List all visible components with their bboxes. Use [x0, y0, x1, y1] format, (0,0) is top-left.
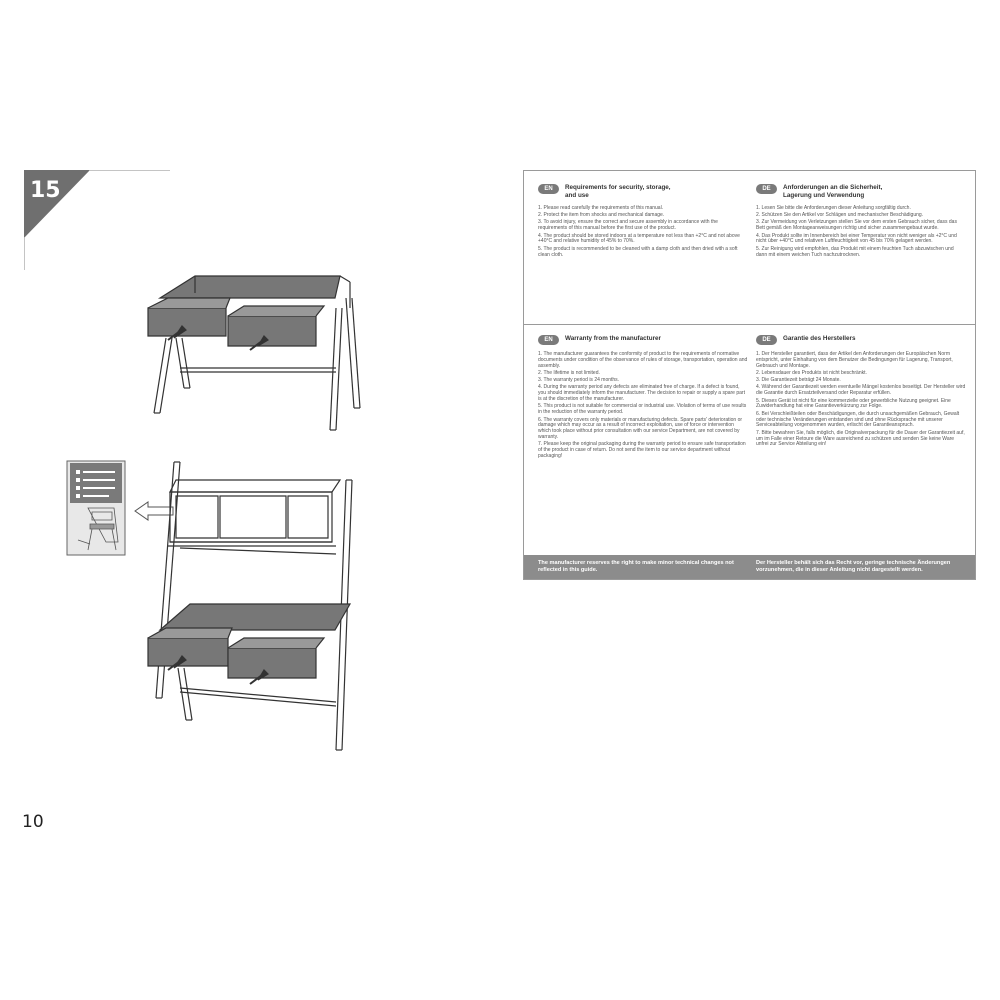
- list-item: 5. Dieses Gerät ist nicht für eine kommerzielle oder gewerbliche Nutzung geeignet. Eine Zuwiderhandlung hat eine Garantieverkürzung zur Folge.: [756, 397, 951, 410]
- list-item: 4. The product should be stored indoors at a temperature not less than +2°C and not above +40°C and relative humidity of 45% to 70%.: [538, 232, 740, 245]
- list-item: 4. During the warranty period any defects are eliminated free of charge. If a defect is found, you should immediately inform the manufacturer. The decision to repair or supply a spare part is at the discretion of the manufacturer.: [538, 384, 745, 403]
- list-item: 5. The product is recommended to be cleaned with a damp cloth and then dried with a soft clean cloth.: [538, 245, 738, 258]
- footer-note-en: The manufacturer reserves the right to make minor technical changes not reflected in this guide.: [538, 560, 734, 573]
- warranty-de-column: [756, 325, 966, 450]
- list-item: 3. Zur Vermeidung von Verletzungen stellen Sie vor dem ersten Gebrauch sicher, dass das Bett gemäß den Montageanweisungen richtig und sicher zusammengebaut wurde.: [756, 219, 957, 232]
- warranty-title-de: Garantie des Herstellers: [783, 335, 856, 342]
- list-item: 3. To avoid injury, ensure the correct and secure assembly in accordance with the requirements of this manual before the first use of the product.: [538, 219, 718, 232]
- security-title-de: Anforderungen an die Sicherheit, Lagerung und Verwendung: [783, 184, 883, 199]
- language-badge-de: DE: [756, 335, 777, 345]
- list-item: 5. Zur Reinigung wird empfohlen, das Produkt mit einem feuchten Tuch abzuwischen und dann mit einem weichen Tuch nachzutrocknen.: [756, 245, 954, 258]
- warranty-title-en: Warranty from the manufacturer: [565, 335, 661, 342]
- list-item: 4. Das Produkt sollte im Innenbereich bei einer Temperatur von nicht weniger als +2°C und nicht über +40°C und relativen Luftfeuchtigkeit von 45 bis 70% gelagert werden.: [756, 232, 957, 245]
- security-de-column: [756, 171, 966, 260]
- list-item: 1. Der Hersteller garantiert, dass der Artikel den Anforderungen der Europäischen Norm entspricht, unter Einhaltung von dem Benutzer die Bedingungen für Lagerung, Transport, Gebrauch und Montage.: [756, 351, 953, 369]
- list-item: 2. Schützen Sie den Artikel vor Schlägen und mechanischer Beschädigung.: [756, 212, 924, 219]
- footer-note-de: Der Hersteller behält sich das Recht vor, geringe technische Änderungen vorzunehmen, die in dieser Anleitung nicht dargestellt werden.: [756, 560, 951, 573]
- list-item: 3. Die Garantiezeit beträgt 24 Monate.: [756, 377, 841, 384]
- desk-hutch-illustration: [140, 458, 370, 758]
- list-item: 2. The lifetime is not limited.: [538, 370, 600, 377]
- list-item: 2. Lebensdauer des Produkts ist nicht beschränkt.: [756, 370, 867, 377]
- list-item: 7. Bitte bewahren Sie, falls möglich, die Originalverpackung für die Dauer der Garantiezeit auf, um im Falle einer Retoure die Ware ausreichend zu schützen und senden Sie keine Ware unfrei zur Service Abteilung ein!: [756, 429, 965, 448]
- list-item: 1. Lesen Sie bitte die Anforderungen dieser Anleitung sorgfältig durch.: [756, 205, 911, 211]
- warranty-en-column: [538, 325, 748, 461]
- list-item: 1. Please read carefully the requirements of this manual.: [538, 205, 664, 211]
- info-panel: [523, 170, 976, 580]
- page-number: 10: [22, 812, 44, 832]
- list-item: 1. The manufacturer guarantees the conformity of product to the requirements of normative documents under condition of the observance of rules of storage, transportation, operation and assembly.: [538, 351, 748, 369]
- step-number: 15: [30, 178, 61, 203]
- list-item: 2. Protect the item from shocks and mechanical damage.: [538, 212, 665, 219]
- language-badge-de: DE: [756, 184, 777, 194]
- security-en-column: [538, 171, 748, 260]
- list-item: 6. Bei Verschleißteilen oder Beschädigungen, die durch unsachgemäßen Gebrauch, Gewalt oder technische Veränderungen entstanden sind und ohne Rücksprache mit unserer Serviceabteilung vorgenommen wurden, erlischt der Garantieanspruch.: [756, 410, 960, 429]
- list-item: 4. Während der Garantiezeit werden eventuelle Mängel kostenlos beseitigt. Der Hersteller wird die Garantie durch Ersatzteilversand oder Reparatur erfüllen.: [756, 384, 966, 397]
- list-item: 5. This product is not suitable for commercial or industrial use. Violation of terms of use results in the reduction of the warranty period.: [538, 403, 747, 416]
- list-item: 6. The warranty covers only materials or manufacturing defects. Spare parts' deterioration or damage which may occur as a result of incorrect exploitation, use of force or intervention which took place without prior consultation with our service Department, are not covered by warranty.: [538, 416, 743, 441]
- language-badge-en: EN: [538, 335, 559, 345]
- desk-drawers-illustration: [140, 268, 370, 438]
- manual-thumbnail: [66, 460, 128, 558]
- footer-bar: [524, 555, 975, 579]
- list-item: 7. Please keep the original packaging during the warranty period to ensure safe transportation of the product in case of return. Do not send the item to our service department without packaging!: [538, 441, 746, 460]
- security-title-en: Requirements for security, storage, and use: [565, 184, 671, 199]
- list-item: 3. The warranty period is 24 months.: [538, 377, 620, 384]
- language-badge-en: EN: [538, 184, 559, 194]
